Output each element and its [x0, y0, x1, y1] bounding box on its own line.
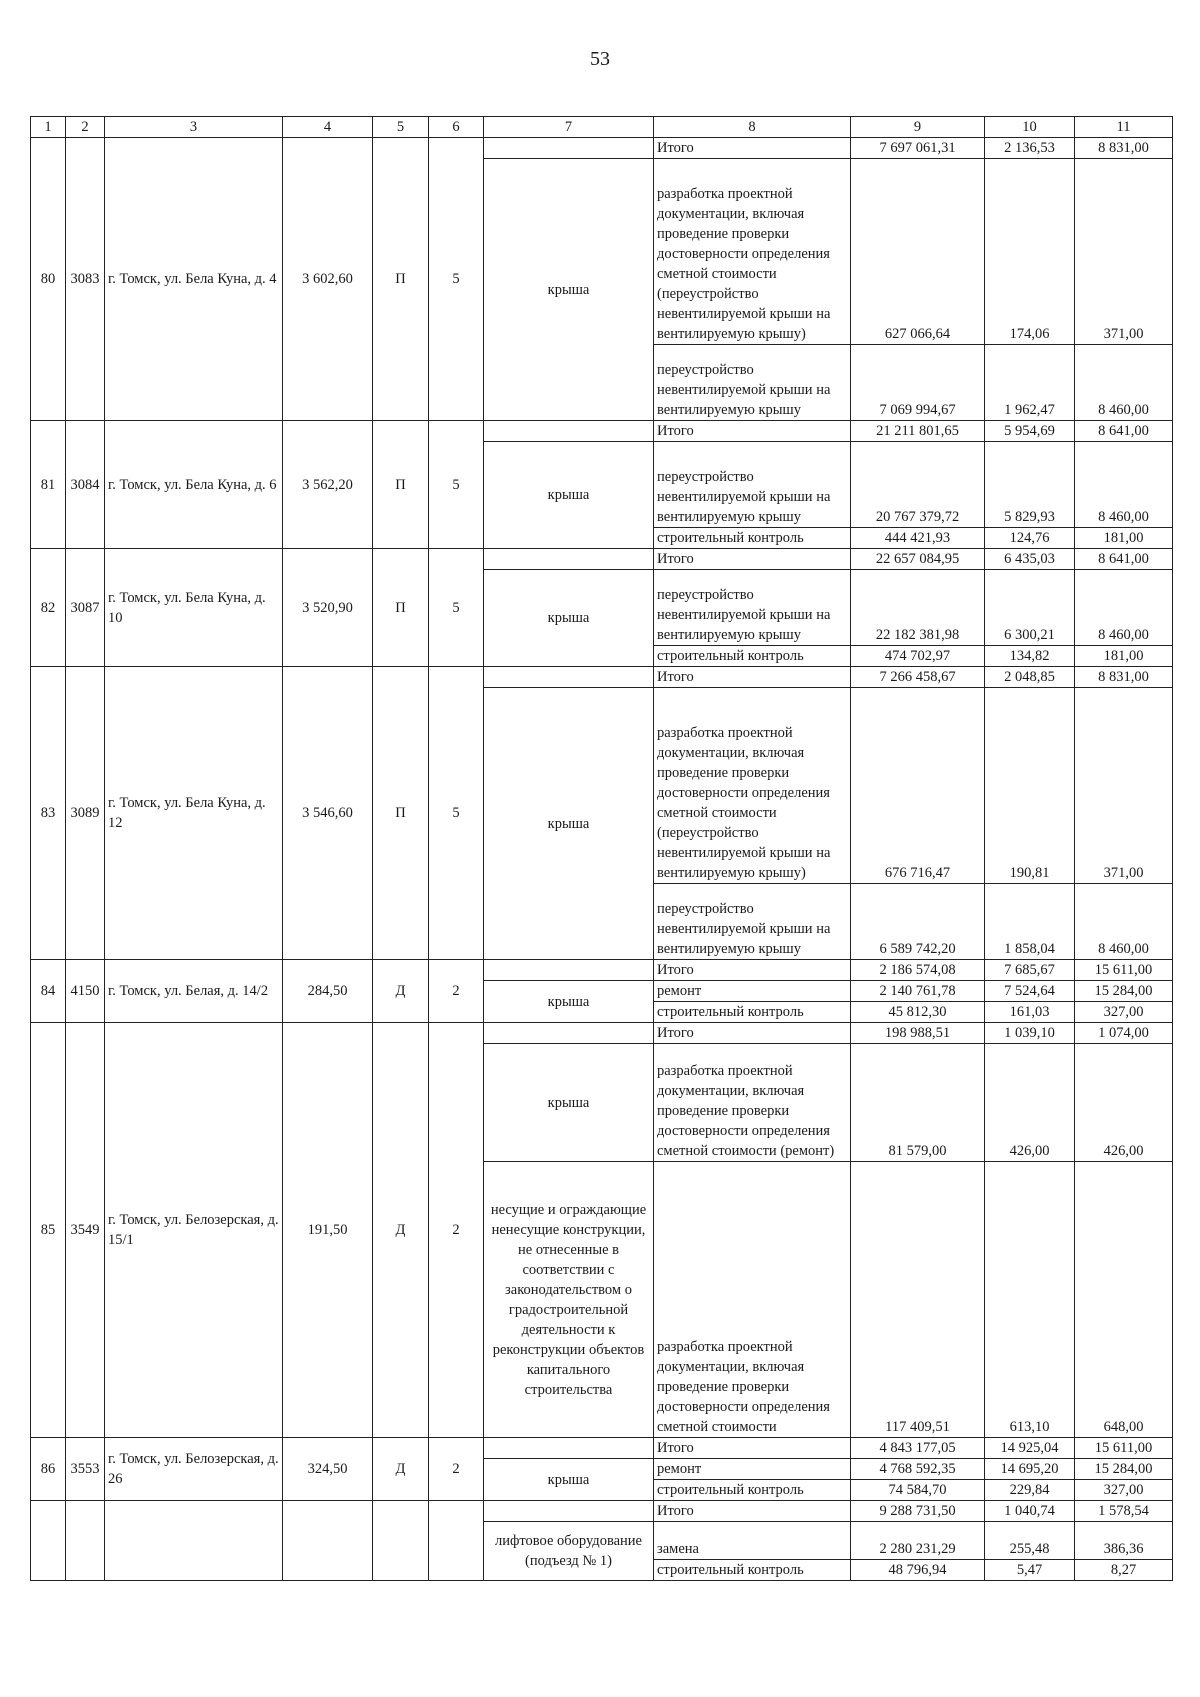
house-address: г. Томск, ул. Бела Куна, д. 12 [105, 667, 283, 960]
house-type: П [373, 138, 429, 421]
work-cost-per-m2: 5 829,93 [985, 442, 1075, 528]
column-header-5: 5 [373, 117, 429, 138]
work-type: строительный контроль [654, 646, 851, 667]
work-type: переустройство невентилируемой крыши на вентилируемую крышу [654, 884, 851, 960]
work-limit: 181,00 [1075, 646, 1173, 667]
house-type: Д [373, 1023, 429, 1438]
structural-element: крыша [484, 1459, 654, 1501]
house-floors: 2 [429, 960, 484, 1023]
work-limit: 15 284,00 [1075, 981, 1173, 1002]
total-cost: 9 288 731,50 [851, 1501, 985, 1522]
structural-element: крыша [484, 159, 654, 421]
work-cost: 4 768 592,35 [851, 1459, 985, 1480]
column-header-3: 3 [105, 117, 283, 138]
house-type: П [373, 421, 429, 549]
house-number: 86 [31, 1438, 66, 1501]
house-code: 3087 [66, 549, 105, 667]
house-address: г. Томск, ул. Белая, д. 14/2 [105, 960, 283, 1023]
work-limit: 15 284,00 [1075, 1459, 1173, 1480]
work-cost: 117 409,51 [851, 1162, 985, 1438]
house-number: 80 [31, 138, 66, 421]
work-cost-per-m2: 174,06 [985, 159, 1075, 345]
table-body [31, 117, 1173, 1581]
total-cost-per-m2: 6 435,03 [985, 549, 1075, 570]
element-empty [484, 1438, 654, 1459]
work-type: строительный контроль [654, 528, 851, 549]
house-floors [429, 1501, 484, 1581]
house-code: 3083 [66, 138, 105, 421]
page-number: 53 [590, 48, 610, 70]
work-cost: 22 182 381,98 [851, 570, 985, 646]
column-header-2: 2 [66, 117, 105, 138]
work-type: разработка проектной документации, включая проведение проверки достоверности определения сметной стоимости (переустройство невентилируемой крыши на вентилируемую крышу) [654, 159, 851, 345]
work-cost-per-m2: 161,03 [985, 1002, 1075, 1023]
work-type: строительный контроль [654, 1560, 851, 1581]
total-cost-per-m2: 2 048,85 [985, 667, 1075, 688]
work-type: разработка проектной документации, включая проведение проверки достоверности определения сметной стоимости (переустройство невентилируемой крыши на вентилируемую крышу) [654, 688, 851, 884]
house-type: Д [373, 960, 429, 1023]
total-cost-per-m2: 1 039,10 [985, 1023, 1075, 1044]
structural-element: крыша [484, 981, 654, 1023]
structural-element: крыша [484, 442, 654, 549]
column-header-row [31, 117, 1173, 138]
house-address: г. Томск, ул. Бела Куна, д. 4 [105, 138, 283, 421]
house-code [66, 1501, 105, 1581]
total-cost: 198 988,51 [851, 1023, 985, 1044]
house-area: 3 602,60 [283, 138, 373, 421]
total-cost: 21 211 801,65 [851, 421, 985, 442]
house-area: 3 520,90 [283, 549, 373, 667]
table-row [31, 667, 1173, 688]
work-limit: 8 460,00 [1075, 345, 1173, 421]
house-address [105, 1501, 283, 1581]
table-row [31, 1023, 1173, 1044]
work-cost-per-m2: 426,00 [985, 1044, 1075, 1162]
work-cost: 6 589 742,20 [851, 884, 985, 960]
element-empty [484, 667, 654, 688]
total-cost: 2 186 574,08 [851, 960, 985, 981]
house-floors: 2 [429, 1438, 484, 1501]
work-cost-per-m2: 1 962,47 [985, 345, 1075, 421]
house-area: 3 562,20 [283, 421, 373, 549]
work-cost-per-m2: 190,81 [985, 688, 1075, 884]
house-number: 84 [31, 960, 66, 1023]
house-area: 284,50 [283, 960, 373, 1023]
work-type: переустройство невентилируемой крыши на вентилируемую крышу [654, 570, 851, 646]
work-limit: 327,00 [1075, 1002, 1173, 1023]
house-number: 85 [31, 1023, 66, 1438]
work-limit: 8,27 [1075, 1560, 1173, 1581]
element-empty [484, 421, 654, 442]
table-row [31, 421, 1173, 442]
work-cost: 74 584,70 [851, 1480, 985, 1501]
element-empty [484, 960, 654, 981]
work-cost-per-m2: 124,76 [985, 528, 1075, 549]
total-cost-per-m2: 2 136,53 [985, 138, 1075, 159]
column-header-7: 7 [484, 117, 654, 138]
total-label: Итого [654, 1023, 851, 1044]
work-cost: 474 702,97 [851, 646, 985, 667]
table-row [31, 1501, 1173, 1522]
house-area [283, 1501, 373, 1581]
table-row [31, 960, 1173, 981]
structural-element: крыша [484, 1044, 654, 1162]
total-label: Итого [654, 421, 851, 442]
house-code: 3553 [66, 1438, 105, 1501]
structural-element: крыша [484, 570, 654, 667]
house-type: Д [373, 1438, 429, 1501]
work-cost-per-m2: 14 695,20 [985, 1459, 1075, 1480]
total-limit: 8 831,00 [1075, 138, 1173, 159]
work-cost-per-m2: 7 524,64 [985, 981, 1075, 1002]
house-type [373, 1501, 429, 1581]
work-cost: 2 280 231,29 [851, 1522, 985, 1560]
work-cost-per-m2: 1 858,04 [985, 884, 1075, 960]
work-limit: 8 460,00 [1075, 570, 1173, 646]
house-type: П [373, 549, 429, 667]
work-cost-per-m2: 134,82 [985, 646, 1075, 667]
work-cost-per-m2: 229,84 [985, 1480, 1075, 1501]
total-cost-per-m2: 5 954,69 [985, 421, 1075, 442]
work-limit: 181,00 [1075, 528, 1173, 549]
total-limit: 1 578,54 [1075, 1501, 1173, 1522]
column-header-9: 9 [851, 117, 985, 138]
house-area: 324,50 [283, 1438, 373, 1501]
element-empty [484, 549, 654, 570]
total-cost-per-m2: 14 925,04 [985, 1438, 1075, 1459]
work-cost: 81 579,00 [851, 1044, 985, 1162]
work-type: переустройство невентилируемой крыши на вентилируемую крышу [654, 442, 851, 528]
house-code: 3089 [66, 667, 105, 960]
total-label: Итого [654, 1438, 851, 1459]
work-limit: 386,36 [1075, 1522, 1173, 1560]
work-limit: 426,00 [1075, 1044, 1173, 1162]
total-label: Итого [654, 667, 851, 688]
total-label: Итого [654, 960, 851, 981]
house-number: 81 [31, 421, 66, 549]
house-number: 83 [31, 667, 66, 960]
work-cost-per-m2: 255,48 [985, 1522, 1075, 1560]
work-type: переустройство невентилируемой крыши на вентилируемую крышу [654, 345, 851, 421]
house-area: 191,50 [283, 1023, 373, 1438]
work-type: ремонт [654, 981, 851, 1002]
work-cost: 2 140 761,78 [851, 981, 985, 1002]
work-type: разработка проектной документации, включая проведение проверки достоверности определения сметной стоимости [654, 1162, 851, 1438]
total-label: Итого [654, 1501, 851, 1522]
work-type: ремонт [654, 1459, 851, 1480]
work-cost-per-m2: 613,10 [985, 1162, 1075, 1438]
capital-repair-table [30, 116, 1173, 1581]
total-label: Итого [654, 138, 851, 159]
work-cost: 7 069 994,67 [851, 345, 985, 421]
house-floors: 5 [429, 549, 484, 667]
work-cost: 627 066,64 [851, 159, 985, 345]
work-cost: 45 812,30 [851, 1002, 985, 1023]
structural-element: несущие и ограждающие ненесущие конструкции, не отнесенные в соответствии с законодательством о градостроительной деятельности к реконструкции объектов капитального строительства [484, 1162, 654, 1438]
total-limit: 1 074,00 [1075, 1023, 1173, 1044]
house-number [31, 1501, 66, 1581]
total-cost: 7 266 458,67 [851, 667, 985, 688]
structural-element: лифтовое оборудование (подъезд № 1) [484, 1522, 654, 1581]
total-limit: 8 831,00 [1075, 667, 1173, 688]
house-floors: 2 [429, 1023, 484, 1438]
work-cost: 444 421,93 [851, 528, 985, 549]
column-header-6: 6 [429, 117, 484, 138]
work-cost-per-m2: 6 300,21 [985, 570, 1075, 646]
table-row [31, 1438, 1173, 1459]
work-limit: 8 460,00 [1075, 442, 1173, 528]
house-type: П [373, 667, 429, 960]
total-cost-per-m2: 7 685,67 [985, 960, 1075, 981]
house-floors: 5 [429, 138, 484, 421]
total-limit: 15 611,00 [1075, 960, 1173, 981]
work-limit: 8 460,00 [1075, 884, 1173, 960]
work-limit: 371,00 [1075, 688, 1173, 884]
element-empty [484, 1501, 654, 1522]
house-code: 4150 [66, 960, 105, 1023]
total-limit: 15 611,00 [1075, 1438, 1173, 1459]
house-code: 3549 [66, 1023, 105, 1438]
work-type: разработка проектной документации, включая проведение проверки достоверности определения сметной стоимости (ремонт) [654, 1044, 851, 1162]
work-cost: 20 767 379,72 [851, 442, 985, 528]
house-area: 3 546,60 [283, 667, 373, 960]
table-row [31, 138, 1173, 159]
element-empty [484, 138, 654, 159]
house-floors: 5 [429, 421, 484, 549]
work-type: строительный контроль [654, 1002, 851, 1023]
house-code: 3084 [66, 421, 105, 549]
total-cost-per-m2: 1 040,74 [985, 1501, 1075, 1522]
column-header-11: 11 [1075, 117, 1173, 138]
work-type: строительный контроль [654, 1480, 851, 1501]
house-address: г. Томск, ул. Бела Куна, д. 6 [105, 421, 283, 549]
house-floors: 5 [429, 667, 484, 960]
total-limit: 8 641,00 [1075, 549, 1173, 570]
table-row [31, 549, 1173, 570]
element-empty [484, 1023, 654, 1044]
column-header-4: 4 [283, 117, 373, 138]
total-cost: 7 697 061,31 [851, 138, 985, 159]
house-address: г. Томск, ул. Белозерская, д. 15/1 [105, 1023, 283, 1438]
structural-element: крыша [484, 688, 654, 960]
total-limit: 8 641,00 [1075, 421, 1173, 442]
house-address: г. Томск, ул. Белозерская, д. 26 [105, 1438, 283, 1501]
total-label: Итого [654, 549, 851, 570]
column-header-10: 10 [985, 117, 1075, 138]
work-limit: 327,00 [1075, 1480, 1173, 1501]
work-limit: 371,00 [1075, 159, 1173, 345]
total-cost: 22 657 084,95 [851, 549, 985, 570]
work-type: замена [654, 1522, 851, 1560]
column-header-8: 8 [654, 117, 851, 138]
work-cost: 676 716,47 [851, 688, 985, 884]
house-number: 82 [31, 549, 66, 667]
work-cost-per-m2: 5,47 [985, 1560, 1075, 1581]
work-limit: 648,00 [1075, 1162, 1173, 1438]
total-cost: 4 843 177,05 [851, 1438, 985, 1459]
work-cost: 48 796,94 [851, 1560, 985, 1581]
column-header-1: 1 [31, 117, 66, 138]
house-address: г. Томск, ул. Бела Куна, д. 10 [105, 549, 283, 667]
